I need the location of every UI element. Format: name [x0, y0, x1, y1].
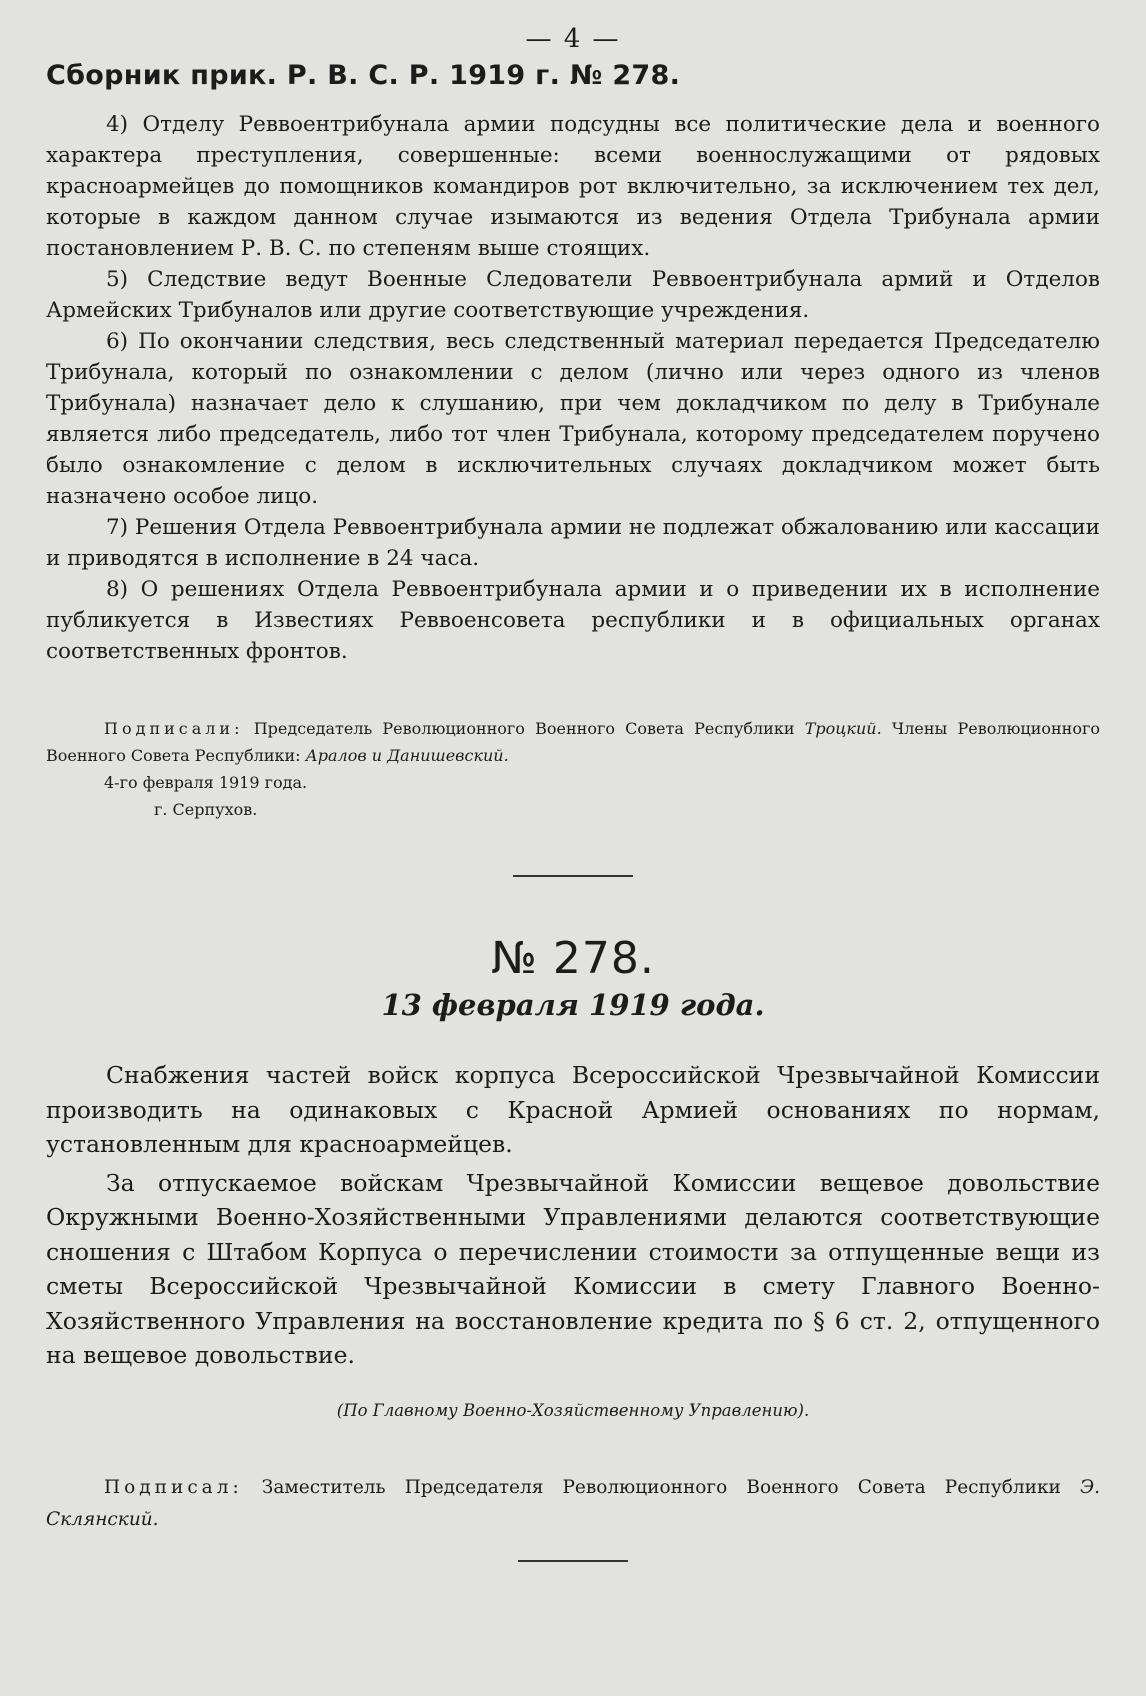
signature-text-chairman: Председатель Революционного Военного Совета Республики — [253, 719, 795, 738]
order-paragraph-2: За отпускаемое войскам Чрезвычайной Комиссии вещевое довольствие Окружными Военно-Хозяйственными Управлениями делаются соответствующие сношения с Штабом Корпуса о перечислении стоимости за отпущенные вещи из сметы Всероссийской Чрезвычайной Комиссии в смету Главного Военно-Хозяйственного Управления на восстановление кредита по § 6 ст. 2, отпущенного на вещевое довольствие. — [46, 1168, 1100, 1369]
paragraph-4: 4) Отделу Реввоентрибунала армии подсудны все политические дела и военного характера преступления, совершенные: всеми военнослужащими от рядовых красноармейцев до помощников командиров рот включительно, за исключением тех дел, которые в каждом данном случае изымаются из ведения Отдела Трибунала армии постановлением Р. В. С. по степеням выше стоящих. — [46, 112, 1100, 261]
paragraph-8: 8) О решениях Отдела Реввоентрибунала армии и о приведении их в исполнение публикуется в Известиях Реввоенсовета республики и в официальных органах соответственных фронтов. — [46, 577, 1100, 664]
section-divider — [513, 875, 633, 877]
order-body — [46, 1058, 1100, 1373]
end-divider — [518, 1560, 628, 1562]
paragraph-6: 6) По окончании следствия, весь следственный материал передается Председателю Трибунала, который по ознакомлении с делом (лично или через одного из членов Трибунала) назначает дело к слушанию, при чем докладчиком по делу в Трибунале является либо председатель, либо тот член Трибунала, которому председателем поручено было ознакомление с делом в исключительных случаях докладчиком может быть назначено особое лицо. — [46, 329, 1100, 509]
order-date: 13 февраля 1919 года. — [381, 988, 765, 1022]
signature-label: Подписали: — [104, 719, 244, 738]
paragraph-5: 5) Следствие ведут Военные Следователи Реввоентрибунала армий и Отделов Армейских Трибуналов или другие соответствующие учреждения. — [46, 267, 1100, 323]
signature-names-members: Аралов и Данишевский. — [305, 746, 509, 765]
signature-text-members: Члены Революционного Военного Совета Республики: — [46, 719, 1100, 765]
running-head: Сборник прик. Р. В. С. Р. 1919 г. № 278. — [46, 60, 681, 91]
paragraph-7: 7) Решения Отдела Реввоентрибунала армии не подлежат обжалованию или кассации и приводятся в исполнение в 24 часа. — [46, 515, 1101, 571]
order-signature-label: Подписал: — [104, 1476, 243, 1498]
order-signature-text: Заместитель Председателя Революционного Военного Совета Республики — [261, 1476, 1061, 1498]
signature-place: г. Серпухов. — [154, 800, 258, 819]
signature-date: 4-го февраля 1919 года. — [104, 773, 308, 792]
order-signature-name: Э. Склянский. — [46, 1476, 1100, 1530]
previous-order-signature — [46, 715, 1100, 769]
previous-order-body — [46, 109, 1100, 667]
page-number: — 4 — — [525, 24, 621, 54]
source-note: (По Главному Военно-Хозяйственному Управлению). — [336, 1400, 810, 1420]
order-signature — [46, 1472, 1100, 1536]
order-paragraph-1: Снабжения частей войск корпуса Всероссийской Чрезвычайной Комиссии производить на одинаковых с Красной Армией основаниях по нормам, установленным для красноармейцев. — [46, 1061, 1100, 1158]
signature-name-chairman: Троцкий. — [804, 719, 882, 738]
order-number: № 278. — [491, 933, 655, 984]
